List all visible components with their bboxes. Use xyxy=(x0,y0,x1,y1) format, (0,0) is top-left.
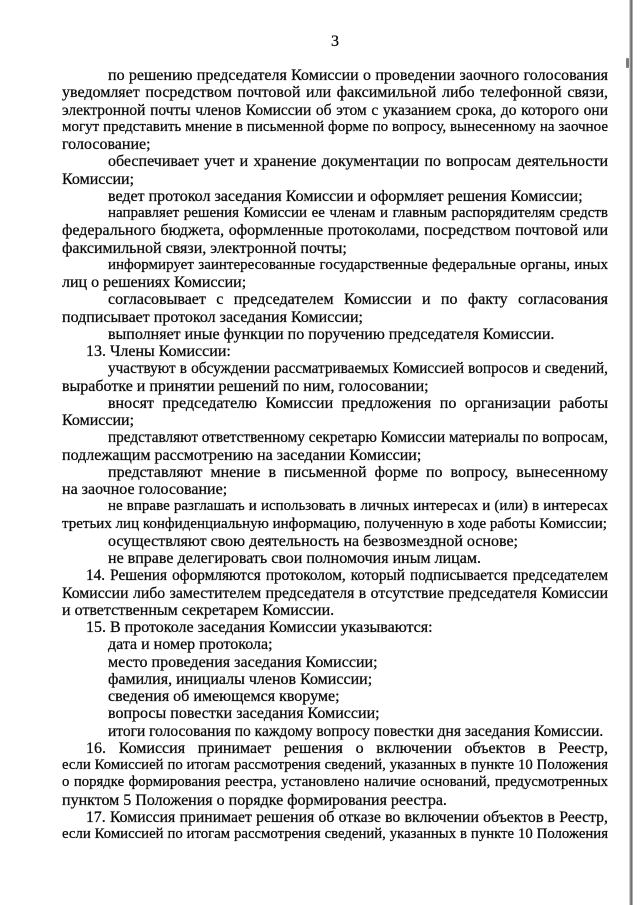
text-line: лиц о решениях Комиссии; xyxy=(62,274,247,291)
paragraph xyxy=(62,343,608,360)
paragraph xyxy=(62,498,608,533)
paragraph xyxy=(62,429,608,464)
page-number: 3 xyxy=(331,33,339,50)
text-line: сведения об имеющемся кворуме; xyxy=(108,688,340,705)
text-line: представляют мнение в письменной форме по вопросу, вынесенному xyxy=(108,463,608,481)
text-line: если Комиссией по итогам рассмотрения сведений, указанных в пункте 10 Положения xyxy=(62,757,608,773)
paragraph xyxy=(62,567,608,619)
text-line: направляет решения Комиссии ее членам и главным распорядителям средств xyxy=(108,205,608,221)
text-line: по решению председателя Комиссии о проведении заочного голосования xyxy=(108,67,608,84)
text-line: и ответственным секретарем Комиссии. xyxy=(62,601,335,619)
paragraph xyxy=(62,326,608,343)
text-line: Комиссии; xyxy=(62,170,135,188)
text-line: выработке и принятии решений по ним, голосовании; xyxy=(62,377,429,395)
text-line: на заочное голосование; xyxy=(62,481,228,498)
text-line: 16. Комиссия принимает решения о включении объектов в Реестр, xyxy=(86,739,608,757)
text-line: Комиссии либо заместителем председателя в отсутствие председателя Комиссии xyxy=(62,584,608,602)
text-line: подписывает протокол заседания Комиссии; xyxy=(62,308,363,326)
paragraph xyxy=(62,205,608,257)
document-body xyxy=(62,67,608,843)
paragraph xyxy=(62,257,608,292)
paragraph xyxy=(62,291,608,326)
text-line: третьих лиц конфиденциальную информацию, полученную в ходе работы Комиссии; xyxy=(62,515,607,532)
text-line: согласовывает с председателем Комиссии и по факту согласования xyxy=(108,291,608,309)
text-line: выполняет иные функции по поручению председателя Комиссии. xyxy=(108,325,555,343)
text-line: о порядке формирования реестра, установлено наличие оснований, предусмотренных xyxy=(62,774,608,791)
text-line: фамилия, инициалы членов Комиссии; xyxy=(108,670,373,688)
text-line: вопросы повестки заседания Комиссии; xyxy=(108,705,380,723)
paragraph xyxy=(62,809,608,844)
text-line: факсимильной связи, электронной почты; xyxy=(62,239,347,257)
text-line: 15. В протоколе заседания Комиссии указываются: xyxy=(86,619,433,636)
text-line: ведет протокол заседания Комиссии и оформляет решения Комиссии; xyxy=(108,187,583,205)
text-line: 14. Решения оформляются протоколом, который подписывается председателем xyxy=(86,567,608,585)
text-line: информирует заинтересованные государственные федеральные органы, иных xyxy=(108,256,608,273)
text-line: дата и номер протокола; xyxy=(108,636,273,654)
paragraph xyxy=(62,671,608,688)
paragraph xyxy=(62,654,608,671)
paragraph xyxy=(62,636,608,653)
text-line: обеспечивает учет и хранение документации по вопросам деятельности xyxy=(108,153,608,171)
paragraph xyxy=(62,688,608,705)
text-line: вносят председателю Комиссии предложения по организации работы xyxy=(108,394,608,412)
paragraph xyxy=(62,550,608,567)
paragraph xyxy=(62,533,608,550)
scan-edge xyxy=(629,0,633,905)
text-line: место проведения заседания Комиссии; xyxy=(108,653,378,671)
text-line: электронной почты членов Комиссии об этом с указанием срока, до которого они xyxy=(62,101,608,119)
text-line: подлежащим рассмотрению на заседании Комиссии; xyxy=(62,446,422,464)
text-line: голосование; xyxy=(62,136,151,153)
text-line: представляют ответственному секретарю Комиссии материалы по вопросам, xyxy=(108,429,608,447)
paragraph xyxy=(62,67,608,153)
scan-speck xyxy=(626,58,629,68)
paragraph xyxy=(62,395,608,430)
text-line: пунктом 5 Положения о порядке формирования реестра. xyxy=(62,791,447,809)
text-line: 17. Комиссия принимает решения об отказе во включении объектов в Реестр, xyxy=(86,808,608,826)
paragraph xyxy=(62,153,608,188)
paragraph xyxy=(62,464,608,499)
text-line: 13. Члены Комиссии: xyxy=(86,343,231,360)
paragraph xyxy=(62,723,608,740)
text-line: осуществляют свою деятельность на безвозмездной основе; xyxy=(108,532,518,550)
text-line: если Комиссией по итогам рассмотрения сведений, указанных в пункте 10 Положения xyxy=(62,826,608,842)
text-line: федерального бюджета, оформленные протоколами, посредством почтовой или xyxy=(62,222,608,240)
text-line: уведомляет посредством почтовой или факсимильной либо телефонной связи, xyxy=(62,84,608,102)
paragraph xyxy=(62,740,608,809)
text-line: могут представить мнение в письменной форме по вопросу, вынесенному на заочное xyxy=(62,118,608,135)
paragraph xyxy=(62,360,608,395)
paragraph xyxy=(62,619,608,636)
text-line: Комиссии; xyxy=(62,412,135,429)
text-line: не вправе делегировать свои полномочия иным лицам. xyxy=(108,550,481,567)
text-line: участвуют в обсуждении рассматриваемых Комиссией вопросов и сведений, xyxy=(108,360,608,378)
text-line: не вправе разглашать и использовать в личных интересах и (или) в интересах xyxy=(108,498,608,515)
paragraph xyxy=(62,705,608,722)
text-line: итоги голосования по каждому вопросу повестки дня заседания Комиссии. xyxy=(108,722,604,740)
paragraph xyxy=(62,188,608,205)
